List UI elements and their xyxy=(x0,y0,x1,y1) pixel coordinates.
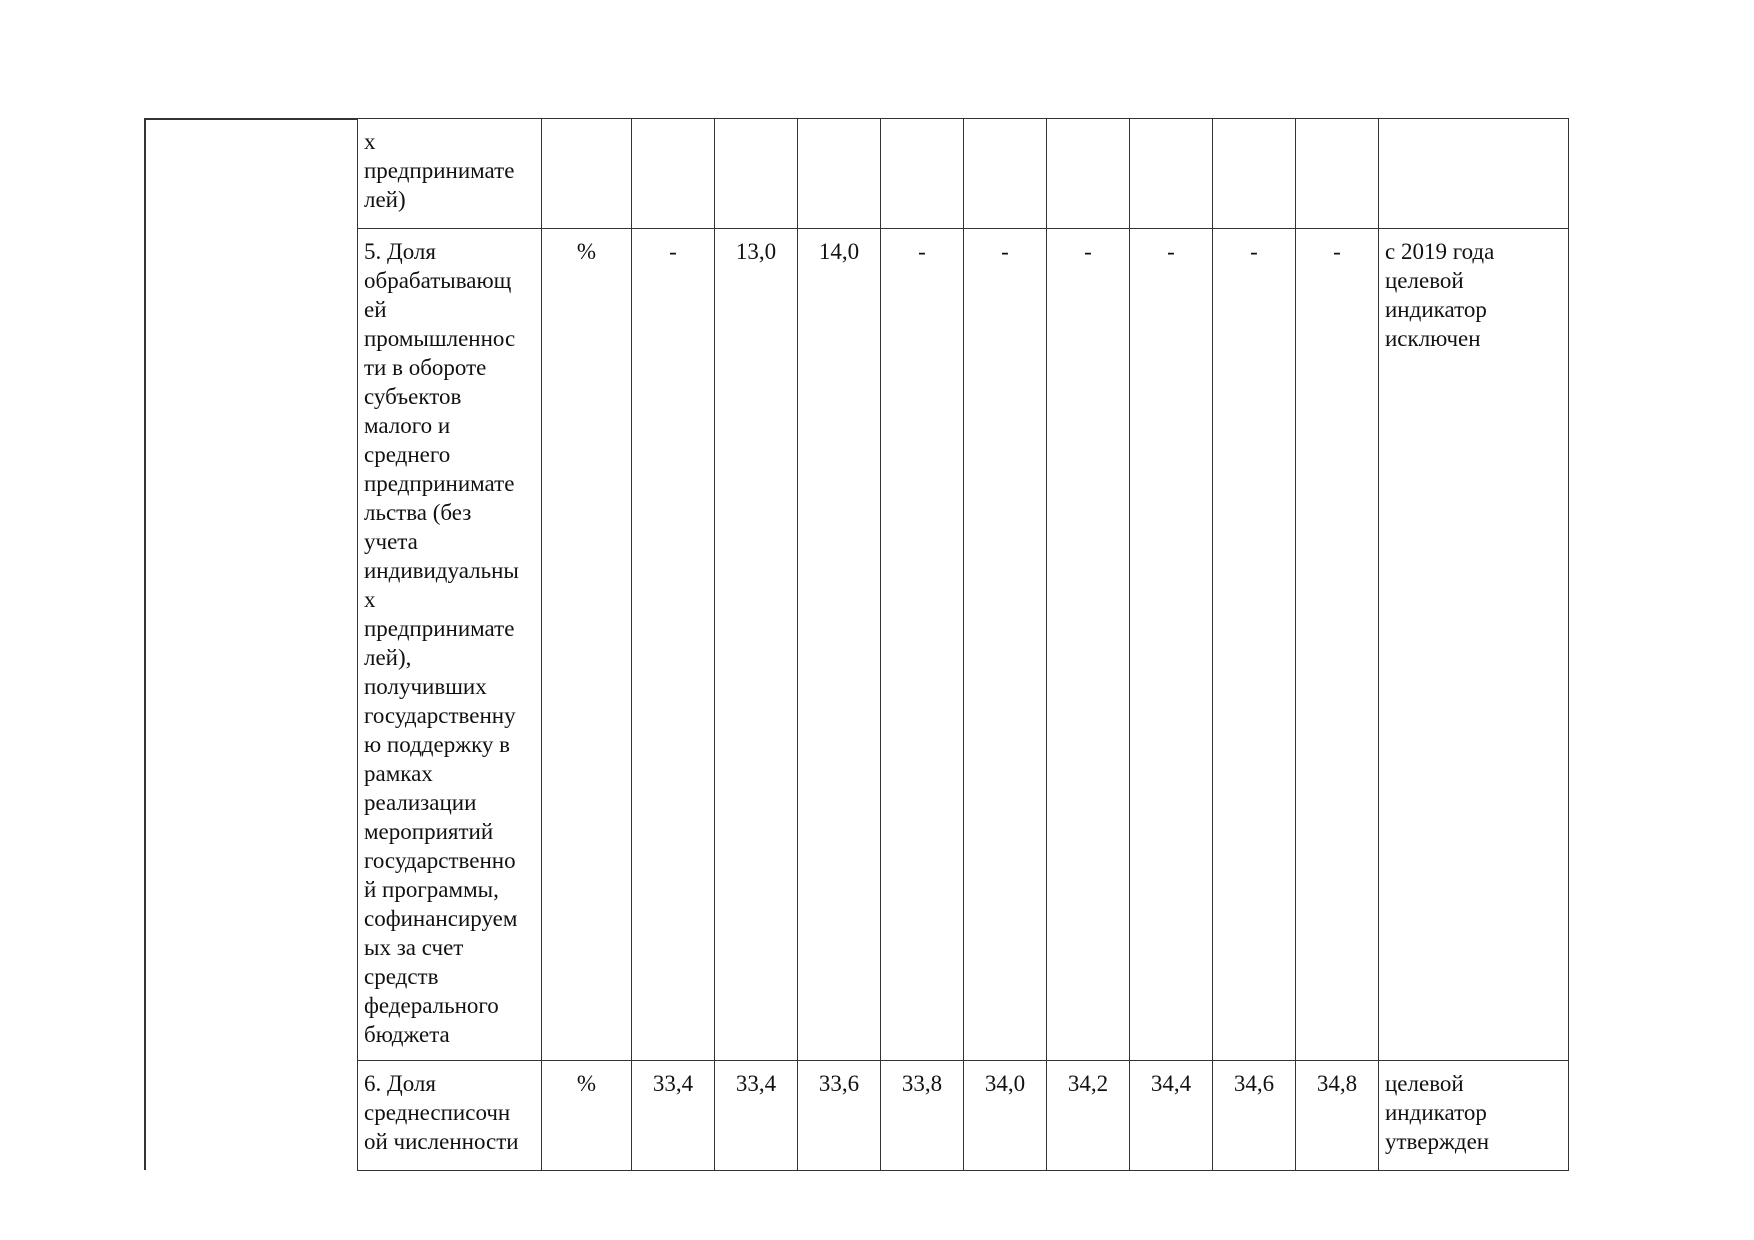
indicator-name-line: ых за счет xyxy=(364,935,464,960)
note-cell xyxy=(1379,229,1569,1061)
indicator-name-line: обрабатывающ xyxy=(364,268,512,293)
value-cell: - xyxy=(964,229,1047,1061)
unit-cell: % xyxy=(542,1061,632,1171)
unit-cell xyxy=(542,119,632,229)
value-cell: - xyxy=(632,229,715,1061)
value-cell xyxy=(1047,119,1130,229)
value-cell: - xyxy=(1213,229,1296,1061)
table-row xyxy=(358,1061,1569,1171)
value-cell: 33,6 xyxy=(798,1061,881,1171)
value-cell: 34,0 xyxy=(964,1061,1047,1171)
note-cell xyxy=(1379,1061,1569,1171)
indicators-table xyxy=(357,118,1569,1171)
value-cell: 33,4 xyxy=(715,1061,798,1171)
indicator-name-line: 5. Доля xyxy=(364,239,436,264)
indicator-name-line: субъектов xyxy=(364,384,462,409)
indicator-name-line: получивших xyxy=(364,674,487,699)
unit-cell: % xyxy=(542,229,632,1061)
value-cell: 34,6 xyxy=(1213,1061,1296,1171)
note-line: исключен xyxy=(1385,326,1481,351)
indicator-name-line: среднего xyxy=(364,442,451,467)
indicator-name-line: малого и xyxy=(364,413,451,438)
note-cell xyxy=(1379,119,1569,229)
indicator-name-line: промышленнос xyxy=(364,326,516,351)
indicator-name-line: лей) xyxy=(364,187,406,212)
indicator-name-line: лей), xyxy=(364,645,412,670)
left-column-border xyxy=(144,118,146,1170)
note-line: индикатор xyxy=(1385,1100,1487,1125)
indicator-name-line: индивидуальны xyxy=(364,558,519,583)
value-cell xyxy=(632,119,715,229)
indicator-name-cell xyxy=(358,119,542,229)
indicator-name-line: государственну xyxy=(364,703,516,728)
indicator-name-line: предпринимате xyxy=(364,616,515,641)
indicator-name-line: предпринимате xyxy=(364,158,515,183)
indicator-name-line: средств xyxy=(364,964,439,989)
indicator-name-line: софинансируем xyxy=(364,906,518,931)
value-cell xyxy=(964,119,1047,229)
left-column-top-border xyxy=(144,118,358,120)
indicator-name-line: рамках xyxy=(364,761,433,786)
note-line: утвержден xyxy=(1385,1129,1490,1154)
value-cell: 33,4 xyxy=(632,1061,715,1171)
table-row xyxy=(358,119,1569,229)
note-line: целевой xyxy=(1385,268,1464,293)
indicator-name-line: ей xyxy=(364,297,387,322)
indicator-name-line: ю поддержку в xyxy=(364,732,511,757)
indicator-name-line: х xyxy=(364,129,376,154)
value-cell xyxy=(1213,119,1296,229)
value-cell: 34,2 xyxy=(1047,1061,1130,1171)
indicator-name-line: х xyxy=(364,587,376,612)
indicator-name-line: бюджета xyxy=(364,1022,450,1047)
value-cell xyxy=(1296,119,1379,229)
note-line: индикатор xyxy=(1385,297,1487,322)
value-cell xyxy=(715,119,798,229)
indicator-name-line: среднесписочн xyxy=(364,1100,511,1125)
note-line: с 2019 года xyxy=(1385,239,1495,264)
indicator-name-line: й программы, xyxy=(364,877,499,902)
value-cell: 14,0 xyxy=(798,229,881,1061)
value-cell xyxy=(881,119,964,229)
indicator-name-line: федерального xyxy=(364,993,499,1018)
indicator-name-line: предпринимате xyxy=(364,471,515,496)
table-row xyxy=(358,229,1569,1061)
indicator-name-line: 6. Доля xyxy=(364,1071,436,1096)
value-cell: - xyxy=(1130,229,1213,1061)
indicator-name-cell xyxy=(358,1061,542,1171)
value-cell: - xyxy=(881,229,964,1061)
indicator-name-line: ти в обороте xyxy=(364,355,487,380)
note-line: целевой xyxy=(1385,1071,1464,1096)
value-cell: - xyxy=(1047,229,1130,1061)
indicator-name-line: государственно xyxy=(364,848,516,873)
value-cell: 33,8 xyxy=(881,1061,964,1171)
value-cell: 34,8 xyxy=(1296,1061,1379,1171)
indicator-name-line: учета xyxy=(364,529,418,554)
indicator-name-line: льства (без xyxy=(364,500,472,525)
value-cell: - xyxy=(1296,229,1379,1061)
value-cell xyxy=(1130,119,1213,229)
value-cell xyxy=(798,119,881,229)
indicator-name-cell xyxy=(358,229,542,1061)
indicator-name-line: мероприятий xyxy=(364,819,494,844)
value-cell: 13,0 xyxy=(715,229,798,1061)
indicator-name-line: ой численности xyxy=(364,1129,519,1154)
indicator-name-line: реализации xyxy=(364,790,477,815)
value-cell: 34,4 xyxy=(1130,1061,1213,1171)
